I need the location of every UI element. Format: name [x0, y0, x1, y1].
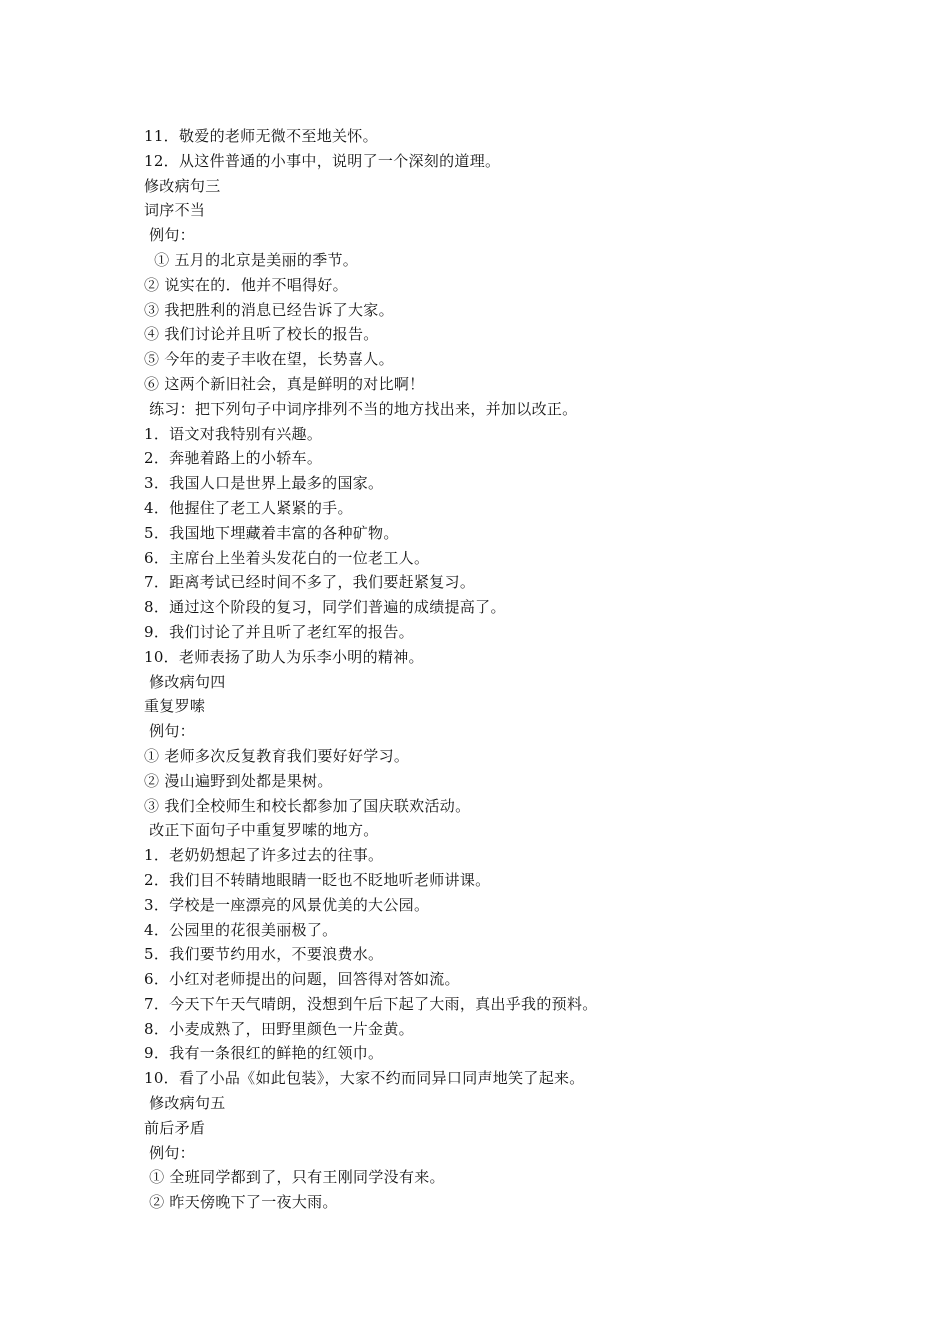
exercise-item: 3．学校是一座漂亮的风景优美的大公园。 [144, 895, 430, 914]
section-subheading: 重复罗嗦 [144, 697, 206, 716]
exercise-instruction: 改正下面句子中重复罗嗦的地方。 [144, 821, 379, 840]
example-label: 例句： [144, 226, 195, 245]
exercise-item: 1．语文对我特别有兴趣。 [144, 424, 323, 443]
exercise-item: 10．看了小品《如此包装》，大家不约而同异口同声地笑了起来。 [144, 1069, 585, 1088]
exercise-item: 2．我们目不转睛地眼睛一眨也不眨地听老师讲课。 [144, 870, 491, 889]
exercise-item: 3．我国人口是世界上最多的国家。 [144, 474, 384, 493]
exercise-item: 6．小红对老师提出的问题，回答得对答如流。 [144, 970, 460, 989]
exercise-item: 9．我们讨论了并且听了老红军的报告。 [144, 622, 414, 641]
example-sentence: ② 漫山遍野到处都是果树。 [144, 771, 333, 790]
exercise-item: 7．距离考试已经时间不多了，我们要赶紧复习。 [144, 573, 476, 592]
example-sentence: ② 说实在的．他并不唱得好。 [144, 275, 348, 294]
exercise-item: 9．我有一条很红的鲜艳的红领巾。 [144, 1044, 384, 1063]
exercise-item: 7．今天下午天气晴朗，没想到午后下起了大雨，真出乎我的预料。 [144, 994, 598, 1013]
text-line: 11．敬爱的老师无微不至地关怀。 [144, 127, 378, 145]
text-line: 12．从这件普通的小事中，说明了一个深刻的道理。 [144, 151, 501, 170]
exercise-item: 4．他握住了老工人紧紧的手。 [144, 498, 353, 517]
exercise-item: 8．小麦成熟了，田野里颜色一片金黄。 [144, 1019, 414, 1038]
example-sentence: ⑥ 这两个新旧社会，真是鲜明的对比啊！ [144, 374, 425, 393]
section-subheading: 词序不当 [144, 201, 206, 220]
section-heading: 修改病句四 [144, 672, 226, 691]
example-sentence: ⑤ 今年的麦子丰收在望，长势喜人。 [144, 350, 394, 369]
exercise-item: 10．老师表扬了助人为乐李小明的精神。 [144, 647, 424, 666]
section-heading: 修改病句三 [144, 176, 221, 195]
example-sentence: ② 昨天傍晚下了一夜大雨。 [144, 1193, 338, 1212]
exercise-item: 5．我国地下埋藏着丰富的各种矿物。 [144, 523, 399, 542]
example-sentence: ① 老师多次反复教育我们要好好学习。 [144, 746, 410, 765]
section-heading: 修改病句五 [144, 1094, 226, 1113]
example-sentence: ① 五月的北京是美丽的季节。 [144, 250, 359, 269]
exercise-item: 2．奔驰着路上的小轿车。 [144, 449, 323, 468]
exercise-item: 4．公园里的花很美丽极了。 [144, 920, 338, 939]
exercise-item: 6．主席台上坐着头发花白的一位老工人。 [144, 548, 430, 567]
example-sentence: ③ 我把胜利的消息已经告诉了大家。 [144, 300, 394, 319]
example-label: 例句： [144, 722, 195, 741]
example-sentence: ④ 我们讨论并且听了校长的报告。 [144, 325, 379, 344]
section-subheading: 前后矛盾 [144, 1118, 206, 1137]
exercise-item: 8．通过这个阶段的复习，同学们普遍的成绩提高了。 [144, 598, 506, 617]
exercise-instruction: 练习：把下列句子中词序排列不当的地方找出来，并加以改正。 [144, 399, 578, 418]
example-sentence: ③ 我们全校师生和校长都参加了国庆联欢活动。 [144, 796, 471, 815]
exercise-item: 5．我们要节约用水，不要浪费水。 [144, 945, 384, 964]
example-label: 例句： [144, 1143, 195, 1162]
document-body [144, 124, 844, 1215]
exercise-item: 1．老奶奶想起了许多过去的往事。 [144, 846, 384, 865]
example-sentence: ① 全班同学都到了，只有王刚同学没有来。 [144, 1168, 445, 1187]
